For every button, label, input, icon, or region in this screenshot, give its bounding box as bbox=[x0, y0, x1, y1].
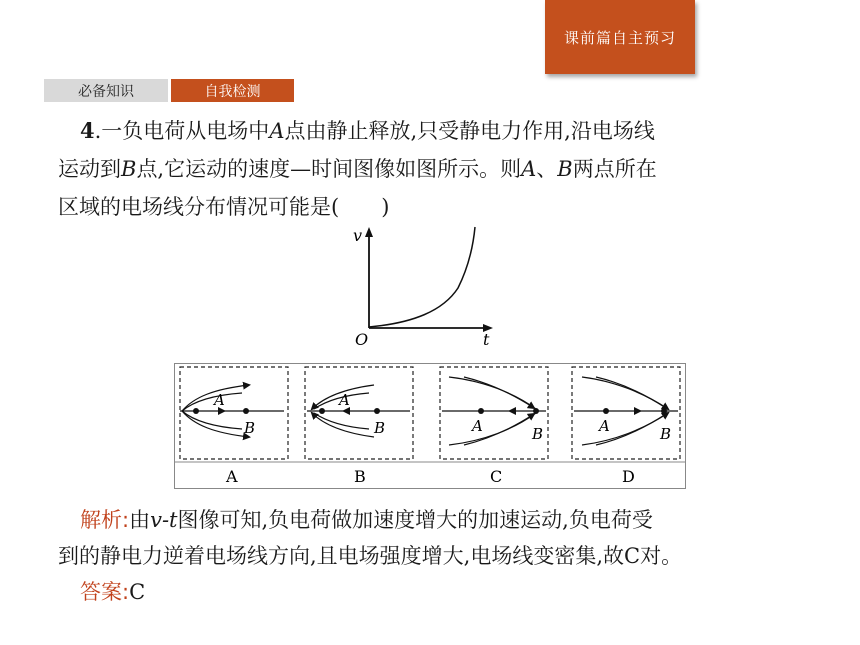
option-label-c: C bbox=[490, 467, 503, 486]
analysis-line-1 bbox=[58, 502, 838, 538]
option-d-diagram[interactable] bbox=[572, 367, 680, 486]
option-a-diagram[interactable] bbox=[180, 367, 288, 486]
y-axis-arrow bbox=[365, 227, 373, 237]
tab-label: 必备知识 bbox=[78, 83, 134, 100]
tab-bar bbox=[44, 79, 294, 102]
question-text-part: 点由静止释放,只受静电力作用,沿电场线 bbox=[284, 119, 655, 143]
option-label-b: B bbox=[354, 467, 366, 486]
option-label-d: D bbox=[622, 467, 635, 486]
analysis-text-part: 由 bbox=[129, 508, 151, 532]
point-a-label: A bbox=[269, 119, 285, 143]
answer-label: 答案: bbox=[80, 580, 130, 604]
section-tag-label: 课前篇自主预习 bbox=[563, 28, 676, 47]
point-b-label: B bbox=[244, 419, 256, 437]
question-line-3: 区域的电场线分布情况可能是( ) bbox=[58, 195, 390, 219]
field-line-options bbox=[174, 363, 686, 489]
analysis-line-2: 到的静电力逆着电场线方向,且电场强度增大,电场线变密集,故C对。 bbox=[58, 544, 683, 568]
point-a-label: A bbox=[472, 417, 483, 435]
option-c-diagram[interactable] bbox=[440, 367, 548, 486]
question-text-part: 、 bbox=[536, 157, 558, 181]
point-b-label: B bbox=[374, 419, 386, 437]
origin-label: O bbox=[355, 330, 369, 348]
x-axis-label: t bbox=[483, 330, 490, 348]
tab-required-knowledge[interactable] bbox=[44, 79, 168, 102]
answer-line bbox=[58, 574, 838, 610]
velocity-time-graph bbox=[353, 223, 498, 348]
analysis-text-part: 图像可知,负电荷做加速度增大的加速运动,负电荷受 bbox=[177, 508, 653, 532]
section-tag bbox=[545, 0, 695, 74]
point-b-label: B bbox=[121, 157, 137, 181]
tab-self-test[interactable] bbox=[171, 79, 294, 102]
question-text-part: 两点所在 bbox=[572, 157, 657, 181]
tab-label: 自我检测 bbox=[204, 83, 261, 100]
answer-section bbox=[58, 502, 838, 610]
y-axis-label: v bbox=[353, 226, 363, 245]
point-b-label: B bbox=[532, 425, 544, 443]
point-a-label: A bbox=[214, 391, 225, 409]
point-a-label: A bbox=[599, 417, 610, 435]
question-text-part: .一负电荷从电场中 bbox=[94, 119, 270, 143]
point-a-label: A bbox=[521, 157, 537, 181]
question-text bbox=[58, 112, 818, 226]
point-a-label: A bbox=[339, 391, 350, 409]
point-b-label: B bbox=[660, 425, 672, 443]
point-b-label: B bbox=[557, 157, 573, 181]
vt-term: v-t bbox=[150, 508, 178, 532]
option-label-a: A bbox=[226, 467, 238, 486]
question-number: 4 bbox=[80, 118, 95, 143]
option-b-diagram[interactable] bbox=[305, 367, 413, 486]
answer-value: C bbox=[129, 580, 146, 604]
velocity-curve bbox=[369, 227, 475, 327]
question-line-1 bbox=[58, 112, 818, 150]
question-line-2 bbox=[58, 150, 818, 188]
question-text-part: 点,它运动的速度—时间图像如图所示。则 bbox=[136, 157, 522, 181]
analysis-label: 解析: bbox=[80, 508, 130, 532]
question-text-part: 运动到 bbox=[58, 157, 121, 181]
